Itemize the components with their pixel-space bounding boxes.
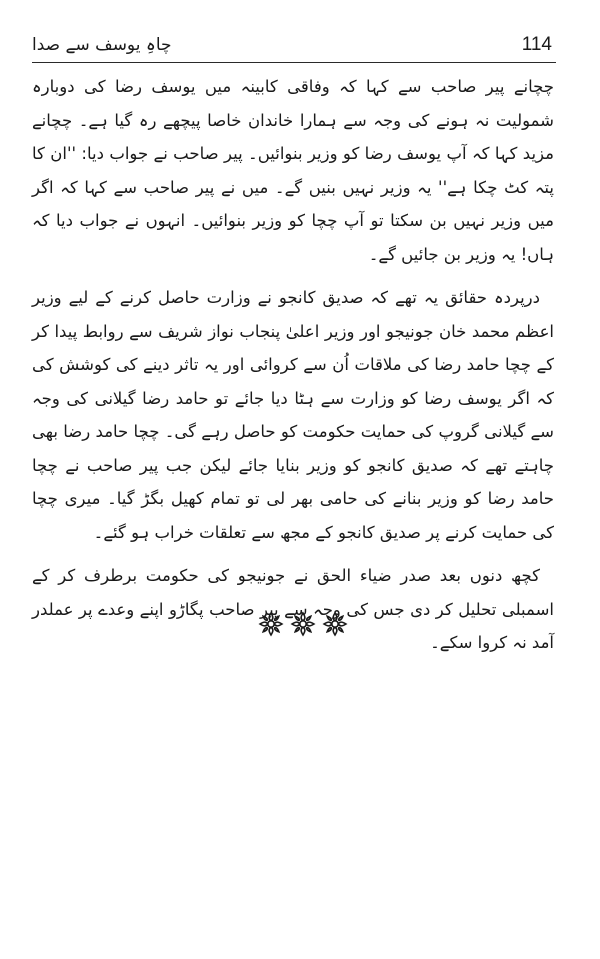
paragraph-3: کچھ دنوں بعد صدر ضیاء الحق نے جونیجو کی حکومت برطرف کر کے اسمبلی تحلیل کر دی جس کی وجہ سے پیر صاحب پگاڑو اپنے وعدے پر عملدر آمد نہ کروا سکے۔ — [32, 566, 554, 652]
paragraph-1: چچانے پیر صاحب سے کہا کہ وفاقی کابینہ میں یوسف رضا کی دوبارہ شمولیت نہ ہونے کی وجہ سے ہمارا خاندان خاصا پیچھے رہ گیا ہے۔ چچانے مزید کہا کہ آپ یوسف رضا کو وزیر بنوائیں۔ پیر صاحب نے جواب دیا: ''ان کا پتہ کٹ چکا ہے'' یہ وزیر نہیں بنیں گے۔ میں نے پیر صاحب سے کہا کہ اگر میں وزیر نہیں بن سکتا تو آپ چچا کو وزیر بنوائیں۔ انہوں نے جواب دیا کہ ہاں! یہ وزیر بن جائیں گے۔ — [32, 77, 554, 264]
section-ornament — [248, 611, 358, 637]
floral-asterism-icon — [290, 611, 316, 637]
page-number: 114 — [521, 34, 552, 55]
floral-asterism-icon — [322, 611, 348, 637]
floral-asterism-icon — [258, 611, 284, 637]
paragraph-2: درپردہ حقائق یہ تھے کہ صدیق کانجو نے وزارت حاصل کرنے کے لیے وزیر اعظم محمد خان جونیجو اور وزیر اعلیٰ پنجاب نواز شریف سے روابط پیدا کر کے چچا حامد رضا کی ملاقات اُن سے کروائی اور یہ تاثر دینے کی کوشش کی کہ اگر یوسف رضا کو وزارت سے ہٹا دیا جائے تو حامد رضا گیلانی کی وجہ سے گیلانی گروپ کی حمایت حکومت کو حاصل رہے گی۔ چچا حامد رضا بھی چاہتے تھے کہ صدیق کانجو کو وزیر بنایا جائے لیکن جب پیر صاحب نے چچا حامد رضا کو وزیر بنانے کی حامی بھر لی تو تمام کھیل بگڑ گیا۔ میری چچا کی حمایت کرنے پر صدیق کانجو کے مجھ سے تعلقات خراب ہو گئے۔ — [32, 288, 554, 542]
header-rule — [32, 62, 556, 63]
body-text — [32, 70, 554, 670]
running-title: چاہِ یوسف سے صدا — [32, 35, 172, 55]
page-header — [32, 30, 556, 60]
